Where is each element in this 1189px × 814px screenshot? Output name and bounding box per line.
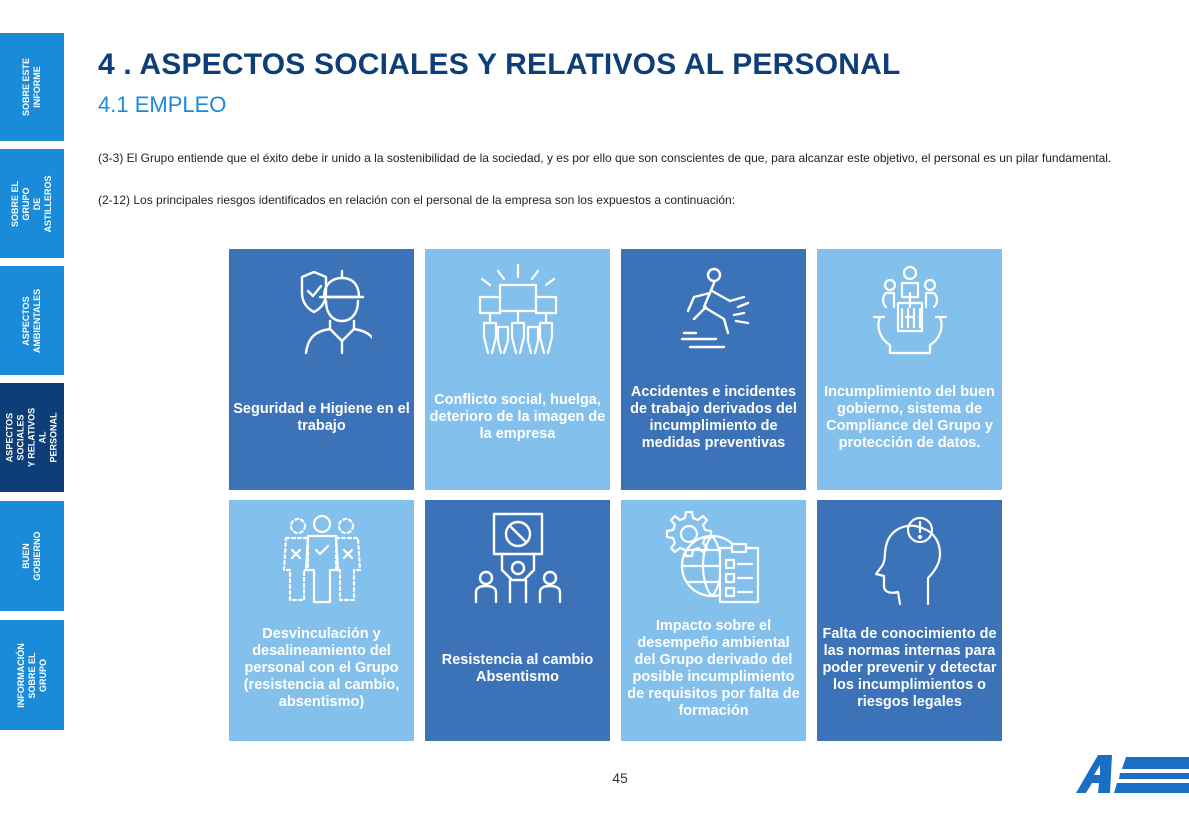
governance-gear-icon <box>860 257 960 357</box>
environment-checklist-icon <box>664 508 764 608</box>
employee-disengagement-icon <box>272 508 372 608</box>
intro-paragraph: (3-3) El Grupo entiende que el éxito debe ir unido a la sostenibilidad de la sociedad, y es por ello que son conscientes de que, para alcanzar este objetivo, el personal es un pilar fundamental. <box>98 151 1112 165</box>
risk-label: Incumplimiento del buen gobierno, sistema de Compliance del Grupo y protección de datos. <box>824 383 995 451</box>
sidebar-tab-label: BUEN GOBIERNO <box>21 531 42 581</box>
page-title: 4 . ASPECTOS SOCIALES Y RELATIVOS AL PERSONAL <box>98 48 901 81</box>
risk-grid <box>229 249 1003 741</box>
sidebar-tab-aspectos-sociales[interactable] <box>0 383 64 492</box>
risk-card-accidentes <box>621 249 806 490</box>
sidebar-tab-informacion-grupo[interactable] <box>0 620 64 730</box>
sidebar-tab-label: INFORMACIÓN SOBRE EL GRUPO <box>15 642 48 708</box>
sidebar-tab-label: ASPECTOS AMBIENTALES <box>21 288 42 353</box>
slip-fall-icon <box>664 257 764 357</box>
risk-card-desvinculacion <box>229 500 414 741</box>
sidebar-tab-label: SOBRE EL GRUPO DE ASTILLEROS <box>10 175 53 233</box>
risk-card-impacto-ambiental <box>621 500 806 741</box>
sidebar-tab-sobre-este-informe[interactable] <box>0 33 64 141</box>
protest-icon <box>468 257 568 357</box>
risks-intro-paragraph: (2-12) Los principales riesgos identificados en relación con el personal de la empresa son los expuestos a continuación: <box>98 193 736 207</box>
sidebar-tab-label: ASPECTOS SOCIALES Y RELATIVOS AL PERSONAL <box>4 407 59 468</box>
risk-label: Falta de conocimiento de las normas internas para poder prevenir y detectar los incumplimientos o riesgos legales <box>822 626 997 710</box>
risk-label: Resistencia al cambio Absentismo <box>441 651 594 685</box>
sidebar-tab-aspectos-ambientales[interactable] <box>0 266 64 375</box>
sidebar-tab-buen-gobierno[interactable] <box>0 501 64 611</box>
risk-label: Accidentes e incidentes de trabajo derivados del incumplimiento de medidas preventivas <box>630 383 797 451</box>
sidebar-tab-sobre-el-grupo[interactable] <box>0 149 64 258</box>
section-subtitle: 4.1 EMPLEO <box>98 92 227 117</box>
risk-card-resistencia <box>425 500 610 741</box>
head-alert-icon <box>860 508 960 608</box>
risk-card-seguridad <box>229 249 414 490</box>
resistance-sign-icon <box>468 508 568 608</box>
risk-label: Conflicto social, huelga, deterioro de la imagen de la empresa <box>429 392 606 442</box>
risk-card-buen-gobierno <box>817 249 1002 490</box>
risk-label: Seguridad e Higiene en el trabajo <box>233 400 410 434</box>
risk-card-falta-conocimiento <box>817 500 1002 741</box>
company-logo-icon <box>1074 753 1189 795</box>
sidebar-tab-label: SOBRE ESTE INFORME <box>21 58 42 117</box>
risk-label: Impacto sobre el desempeño ambiental del Grupo derivado del posible incumplimiento de requisitos por falta de formación <box>627 617 800 719</box>
worker-shield-icon <box>272 257 372 357</box>
risk-label: Desvinculación y desalineamiento del personal con el Grupo (resistencia al cambio, absentismo) <box>243 626 400 710</box>
risk-card-conflicto-social <box>425 249 610 490</box>
page-number: 45 <box>612 770 628 786</box>
